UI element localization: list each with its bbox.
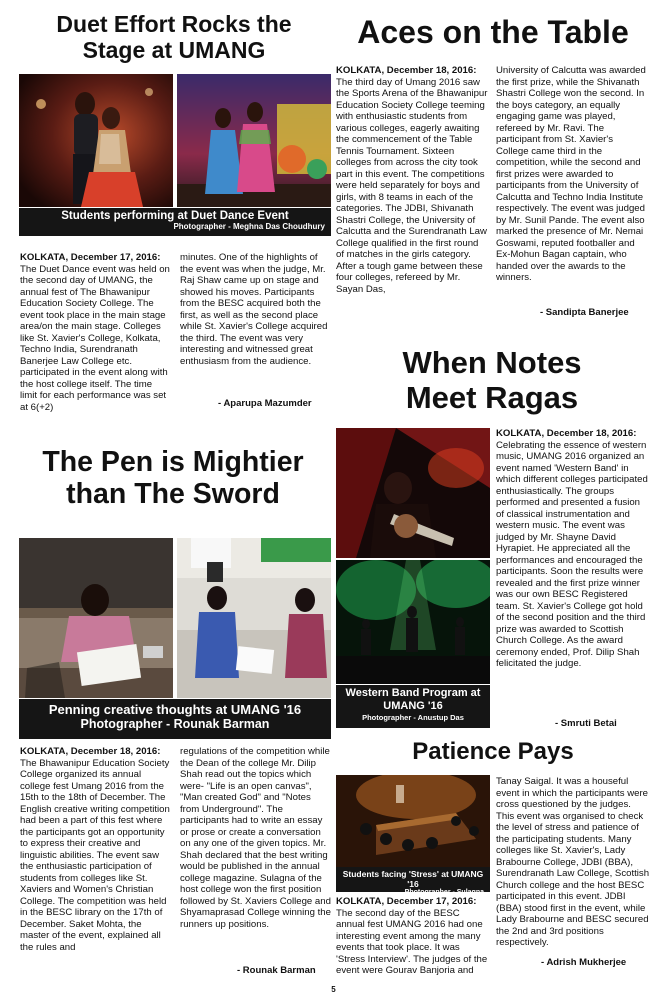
duet-caption: Students performing at Duet Dance Event [61, 210, 289, 222]
duet-dance-photo-right [177, 74, 331, 207]
aces-body-text-1: The third day of Umang 2016 saw the Sports Arena of the Bhawanipur Education Society College teeming with enthusiastic students from various colleges, eagerly awaiting the commencement of the Table Tennis Tournament. Sixteen colleges from across the city took part in this event. The competitions were held separately for boys and girls, with 8 teams in each of the categories. The JDBI, Shivanath Shastri College, the University of Calcutta and the Surendranath Law College qualified in the first round of matches in the girls category. After a tough game between these four colleges, refereed by Mr. Sayan Das, [336, 76, 488, 295]
pen-body-col2 [180, 746, 332, 930]
patience-headline: Patience Pays [412, 738, 574, 765]
notes-photographer: Photographer - Anustup Das [362, 713, 464, 723]
duet-headline [20, 12, 328, 64]
aces-byline: - Sandipta Banerjee [540, 307, 629, 318]
pen-dateline: KOLKATA, December 18, 2016: [20, 746, 161, 757]
duet-headline-line1: Duet Effort Rocks the [56, 11, 292, 37]
notes-caption: Western Band Program at UMANG '16 [345, 687, 481, 713]
aces-body-text-2: University of Calcutta was awarded the first prize, while the Shivanath Shastri College won the second. In the boys category, an equally engaging game was played, refereed by Mr. Ravi. The participant from St. Xavier's College came third in the competition, while the second and first prizes were awarded to participants from the University of Calcutta and Techno India Institute respectively. The event was judged by Mr. Sunil Pande. The event also marked the presence of Mr. Nemai Goswami, reputed footballer and Ex-Mohun Bagan captain, who handed over the awards to the winners. [496, 65, 646, 283]
duet-body-col1 [20, 252, 170, 413]
pen-body-text-2: regulations of the competition while the Dean of the college Mr. Dilip Shah read out the topics which were- "Life is an open canvas", "Man created God" and "Notes from Underground". The participants had to write an essay or prose or create a conversation on any one of the given topics. Mr. Shah declared that the best writing would be published in the annual college magazine. Sulagna of the host college won the first position followed by St. Xaviers College and Shyamaprasad College winning the runners up positions. [180, 746, 331, 930]
pen-headline-line2: than The Sword [66, 477, 280, 510]
western-band-photo-bottom [336, 560, 490, 684]
patience-body-text-1: The second day of the BESC annual fest UMANG 2016 had one interesting event among the many events that took place. It was 'Stress Interview'. The judges of the event were Gourav Banjoria and [336, 907, 488, 976]
duet-body-col2 [180, 252, 332, 367]
aces-headline: Aces on the Table [357, 14, 629, 50]
aces-dateline: KOLKATA, December 18, 2016: [336, 65, 477, 76]
patience-caption: Students facing 'Stress' at UMANG '16 [342, 869, 484, 889]
duet-headline-line2: Stage at UMANG [82, 36, 266, 63]
pen-writing-photo-right [177, 538, 331, 698]
patience-body-text-2: Tanay Saigal. It was a houseful event in which the participants were cross questioned by the judges. This event was organised to check the level of stress and patience of the participating students. Many colleges like St. Xavier's, Lady Brabourne College, JDBI (BBA), Surendranath Law College, Scottish Church college and the host BESC participated in this event. JDBI (BBA) stood first in the event, while Lady Brabourne and BESC secured the 2nd and 3rd positions respectively. [496, 776, 650, 948]
patience-caption-bar [336, 867, 490, 896]
duet-caption-bar [19, 208, 331, 236]
duet-body-text-1: The Duet Dance event was held on the second day of UMANG, the annual fest of The Bhawanipur Education Society College. The event took place in the main stage area/on the main stage. Colleges like St. Xavier's College, Kolkata, Techno India, Surendranath Banerjee Law College etc. participated in the event along with the host college itself. The time limit for each performance was set at 6(+2) [20, 263, 170, 413]
pen-headline [14, 447, 332, 511]
notes-byline: - Smruti Betai [555, 718, 617, 729]
aces-body-col1 [336, 65, 488, 295]
pen-byline: - Rounak Barman [237, 965, 316, 976]
pen-body-col1 [20, 746, 170, 953]
pen-headline-line1: The Pen is Mightier [42, 446, 304, 478]
pen-photographer: Photographer - Rounak Barman [80, 717, 270, 731]
notes-headline-line1: When Notes [402, 345, 582, 380]
pen-caption: Penning creative thoughts at UMANG '16 [48, 702, 302, 717]
pen-writing-photo-left [19, 538, 173, 698]
duet-dance-photo-left [19, 74, 173, 207]
pen-caption-bar [19, 699, 331, 739]
duet-dateline: KOLKATA, December 17, 2016: [20, 252, 161, 263]
patience-photographer: Photographer - Sulagna [404, 889, 484, 896]
patience-body-col1 [336, 896, 490, 977]
notes-dateline: KOLKATA, December 18, 2016: [496, 428, 637, 439]
duet-byline: - Aparupa Mazumder [218, 398, 312, 409]
aces-body-col2 [496, 65, 648, 284]
duet-body-text-2: minutes. One of the highlights of the event was when the judge, Mr. Raj Shaw came up on stage and showed his moves. Participants from the BESC acquired both the first, as well as the second place while St. Xavier's College acquired the third. The event was very interesting and witnessed great enthusiasm from the audience. [180, 252, 328, 367]
notes-body-text: Celebrating the essence of western music, UMANG 2016 organized an event named 'Western Band' in which different colleges participated enthusiastically. The groups performed and presented a fusion of classical instrumentation and western music. The event was judged by Mr. Shayne David Hyrapiet. He appreciated all the performances and encouraged the participants. Soon the results were revealed and the first prize winner was our own BESC Registered team. St. Xavier's College got hold of the second position and the third prize was awarded to Scottish Church College. As the award ceremony ended, Prof. Dilip Shah felicitated the judge. [496, 439, 648, 669]
patience-body-col2 [496, 776, 650, 949]
notes-headline-line2: Meet Ragas [405, 379, 579, 415]
duet-photographer: Photographer - Meghna Das Choudhury [173, 222, 325, 231]
page-number: 5 [331, 985, 336, 994]
notes-caption-bar [336, 685, 490, 728]
notes-body [496, 428, 650, 670]
patience-dateline: KOLKATA, December 17, 2016: [336, 896, 477, 907]
notes-headline [338, 346, 646, 415]
stress-interview-photo [336, 775, 490, 867]
pen-body-text-1: The Bhawanipur Education Society College organized its annual college fest Umang 2016 from the 15th to the 18th of December. The English creative writing competition had been a part of this fest where the participants got an opportunity to express their creative and linguistic abilities. The event saw the enthusiastic participation of students from colleges like St. Xaviers and Women's Christian College. The competition was held in the BESC library on the 17th of December. Saket Mohta, the master of the event, explained all the rules and [20, 757, 170, 953]
western-band-photo-top [336, 428, 490, 558]
patience-byline: - Adrish Mukherjee [541, 957, 627, 968]
